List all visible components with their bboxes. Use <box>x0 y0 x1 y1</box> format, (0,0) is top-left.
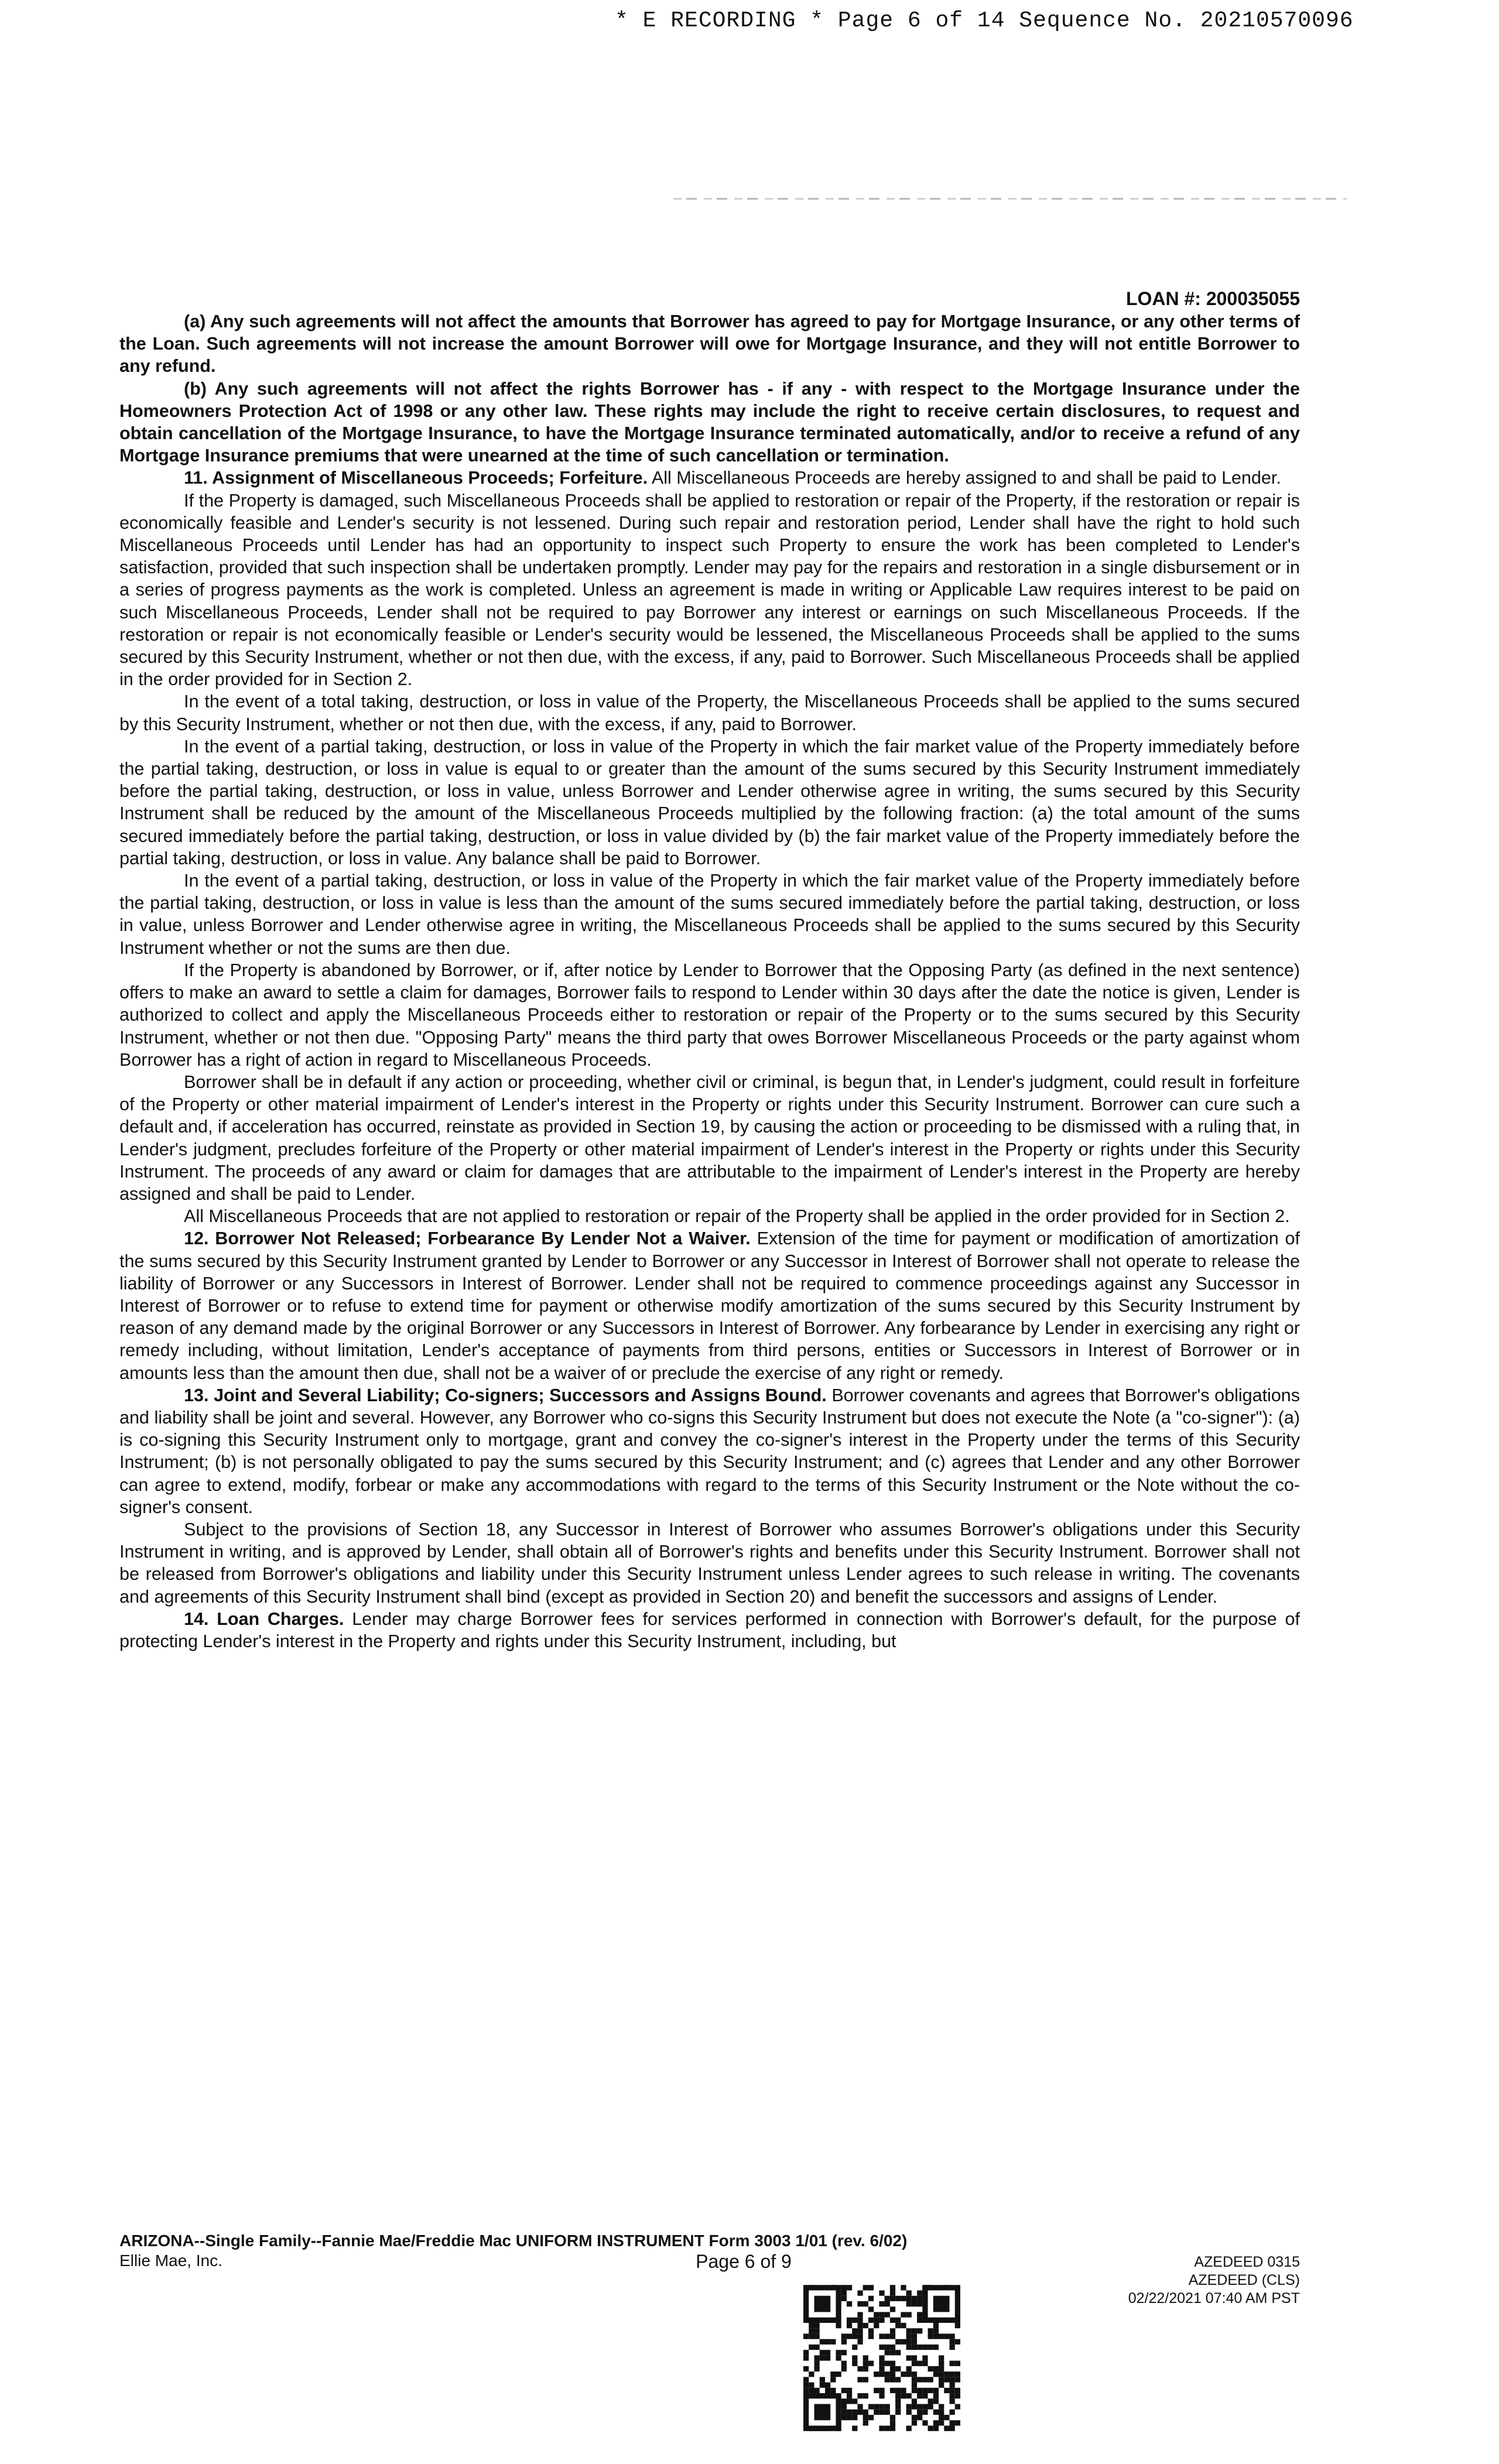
section-heading: 11. Assignment of Miscellaneous Proceeds; Forfeiture. <box>184 468 648 488</box>
section-heading: 14. Loan Charges. <box>184 1609 344 1629</box>
footer-code-line: AZEDEED 0315 <box>1194 2254 1300 2270</box>
paragraph-text: (b) Any such agreements will not affect the rights Borrower has - if any - with respect to the Mortgage Insurance under the Homeowners Protection Act of 1998 or any other law. These rights may include the right to receive certain disclosures, to request and obtain cancellation of the Mortgage Insurance, to have the Mortgage Insurance terminated automatically, and/or to receive a refund of any Mortgage Insurance premiums that were unearned at the time of such cancellation or termination. <box>119 378 1300 466</box>
document-body <box>119 310 1300 1652</box>
paragraph <box>119 1518 1300 1608</box>
paragraph <box>119 1384 1300 1518</box>
paragraph <box>119 1071 1300 1205</box>
paragraph-text: All Miscellaneous Proceeds that are not applied to restoration or repair of the Property shall be applied in the order provided for in Section 2. <box>184 1206 1290 1227</box>
loan-number: LOAN #: 200035055 <box>1125 288 1300 309</box>
footer-code-line: AZEDEED (CLS) <box>1188 2272 1300 2288</box>
scan-artifact-line <box>673 198 1347 200</box>
paragraph-text: Extension of the time for payment or modification of amortization of the sums secured by this Security Instrument granted by Lender to Borrower or any Successor in Interest of Borrower shall not operate to release the liability of Borrower or any Successors in Interest of Borrower. Lender shall not be required to commence proceedings against any Successor in Interest of Borrower or to refuse to extend time for payment or otherwise modify amortization of the sums secured by this Security Instrument by reason of any demand made by the original Borrower or any Successors in Interest of Borrower. Any forbearance by Lender in exercising any right or remedy including, without limitation, Lender's acceptance of payments from third persons, entities or Successors in Interest of Borrower or in amounts less than the amount then due, shall not be a waiver of or preclude the exercise of any right or remedy. <box>119 1228 1300 1383</box>
paragraph-text: If the Property is damaged, such Miscellaneous Proceeds shall be applied to restoration or repair of the Property, if the restoration or repair is economically feasible and Lender's security is not lessened. During such repair and restoration period, Lender shall have the right to hold such Miscellaneous Proceeds until Lender has had an opportunity to inspect such Property to ensure the work has been completed to Lender's satisfaction, provided that such inspection shall be undertaken promptly. Lender may pay for the repairs and restoration in a single disbursement or in a series of progress payments as the work is completed. Unless an agreement is made in writing or Applicable Law requires interest to be paid on such Miscellaneous Proceeds, Lender shall not be required to pay Borrower any interest or earnings on such Miscellaneous Proceeds. If the restoration or repair is not economically feasible or Lender's security would be lessened, the Miscellaneous Proceeds shall be applied to the sums secured by this Security Instrument, whether or not then due, with the excess, if any, paid to Borrower. Such Miscellaneous Proceeds shall be applied in the order provided for in Section 2. <box>119 490 1300 690</box>
paragraph-text: If the Property is abandoned by Borrower, or if, after notice by Lender to Borrower that the Opposing Party (as defined in the next sentence) offers to make an award to settle a claim for damages, Borrower fails to respond to Lender within 30 days after the date the notice is given, Lender is authorized to collect and apply the Miscellaneous Proceeds either to restoration or repair of the Property or to the sums secured by this Security Instrument, whether or not then due. "Opposing Party" means the third party that owes Borrower Miscellaneous Proceeds or the party against whom Borrower has a right of action in regard to Miscellaneous Proceeds. <box>119 960 1300 1070</box>
paragraph-text: All Miscellaneous Proceeds are hereby assigned to and shall be paid to Lender. <box>648 468 1281 488</box>
paragraph <box>119 959 1300 1071</box>
paragraph <box>119 870 1300 959</box>
section-heading: 12. Borrower Not Released; Forbearance By Lender Not a Waiver. <box>184 1228 751 1249</box>
footer-company: Ellie Mae, Inc. <box>119 2251 223 2270</box>
paragraph <box>119 1205 1300 1227</box>
paragraph <box>119 310 1300 378</box>
footer-form-info <box>119 2231 1056 2271</box>
paragraph <box>119 1227 1300 1384</box>
paragraph-text: Borrower covenants and agrees that Borrower's obligations and liability shall be joint and several. However, any Borrower who co-signs this Security Instrument but does not execute the Note (a "co-signer"): (a) is co-signing this Security Instrument only to mortgage, grant and convey the co-signer's interest in the Property under the terms of this Security Instrument; (b) is not personally obligated to pay the sums secured by this Security Instrument; and (c) agrees that Lender and any other Borrower can agree to extend, modify, forbear or make any accommodations with regard to the terms of this Security Instrument or the Note without the co-signer's consent. <box>119 1385 1300 1517</box>
paragraph <box>119 467 1300 489</box>
paragraph-text: (a) Any such agreements will not affect the amounts that Borrower has agreed to pay for Mortgage Insurance, or any other terms of the Loan. Such agreements will not increase the amount Borrower will owe for Mortgage Insurance, and they will not entitle Borrower to any refund. <box>119 312 1300 377</box>
paragraph <box>119 490 1300 691</box>
paragraph-text: Subject to the provisions of Section 18, any Successor in Interest of Borrower who assumes Borrower's obligations under this Security Instrument in writing, and is approved by Lender, shall obtain all of Borrower's rights and benefits under this Security Instrument. Borrower shall not be released from Borrower's obligations and liability under this Security Instrument unless Lender agrees to such release in writing. The covenants and agreements of this Security Instrument shall bind (except as provided in Section 20) and benefit the successors and assigns of Lender. <box>119 1519 1300 1607</box>
footer-form-line: ARIZONA--Single Family--Fannie Mae/Freddie Mac UNIFORM INSTRUMENT Form 3003 1/01 (rev. 6/02) <box>119 2232 908 2250</box>
paragraph-text: In the event of a total taking, destruction, or loss in value of the Property, the Miscellaneous Proceeds shall be applied to the sums secured by this Security Instrument, whether or not then due, with the excess, if any, paid to Borrower. <box>119 692 1300 734</box>
footer-timestamp: 02/22/2021 07:40 AM PST <box>1128 2290 1300 2306</box>
qr-code-icon <box>803 2284 960 2432</box>
recording-header: * E RECORDING * Page 6 of 14 Sequence No. 20210570096 <box>615 8 1354 33</box>
footer-page-number: Page 6 of 9 <box>696 2251 792 2272</box>
section-heading: 13. Joint and Several Liability; Co-signers; Successors and Assigns Bound. <box>184 1385 827 1405</box>
paragraph <box>119 1608 1300 1652</box>
paragraph-text: Borrower shall be in default if any action or proceeding, whether civil or criminal, is begun that, in Lender's judgment, could result in forfeiture of the Property or other material impairment of Lender's interest in the Property or rights under this Security Instrument. Borrower can cure such a default and, if acceleration has occurred, reinstate as provided in Section 19, by causing the action or proceeding to be dismissed with a ruling that, in Lender's judgment, precludes forfeiture of the Property or other material impairment of Lender's interest in the Property or rights under this Security Instrument. The proceeds of any award or claim for damages that are attributable to the impairment of Lender's interest in the Property are hereby assigned and shall be paid to Lender. <box>119 1072 1300 1204</box>
paragraph <box>119 378 1300 467</box>
paragraph-text: In the event of a partial taking, destruction, or loss in value of the Property in which the fair market value of the Property immediately before the partial taking, destruction, or loss in value is less than the amount of the sums secured immediately before the partial taking, destruction, or loss in value, unless Borrower and Lender otherwise agree in writing, the Miscellaneous Proceeds shall be applied to the sums secured by this Security Instrument whether or not the sums are then due. <box>119 871 1300 958</box>
paragraph-text: Lender may charge Borrower fees for services performed in connection with Borrower's default, for the purpose of protecting Lender's interest in the Property and rights under this Security Instrument, including, but <box>119 1609 1300 1651</box>
paragraph <box>119 735 1300 870</box>
paragraph-text: In the event of a partial taking, destruction, or loss in value of the Property in which the fair market value of the Property immediately before the partial taking, destruction, or loss in value is equal to or greater than the amount of the sums secured by this Security Instrument immediately before the partial taking, destruction, or loss in value, unless Borrower and Lender otherwise agree in writing, the sums secured by this Security Instrument shall be reduced by the amount of the Miscellaneous Proceeds multiplied by the following fraction: (a) the total amount of the sums secured immediately before the partial taking, destruction, or loss in value divided by (b) the fair market value of the Property immediately before the partial taking, destruction, or loss in value. Any balance shall be paid to Borrower. <box>119 736 1300 868</box>
paragraph <box>119 690 1300 735</box>
footer-form-codes <box>1054 2253 1300 2308</box>
